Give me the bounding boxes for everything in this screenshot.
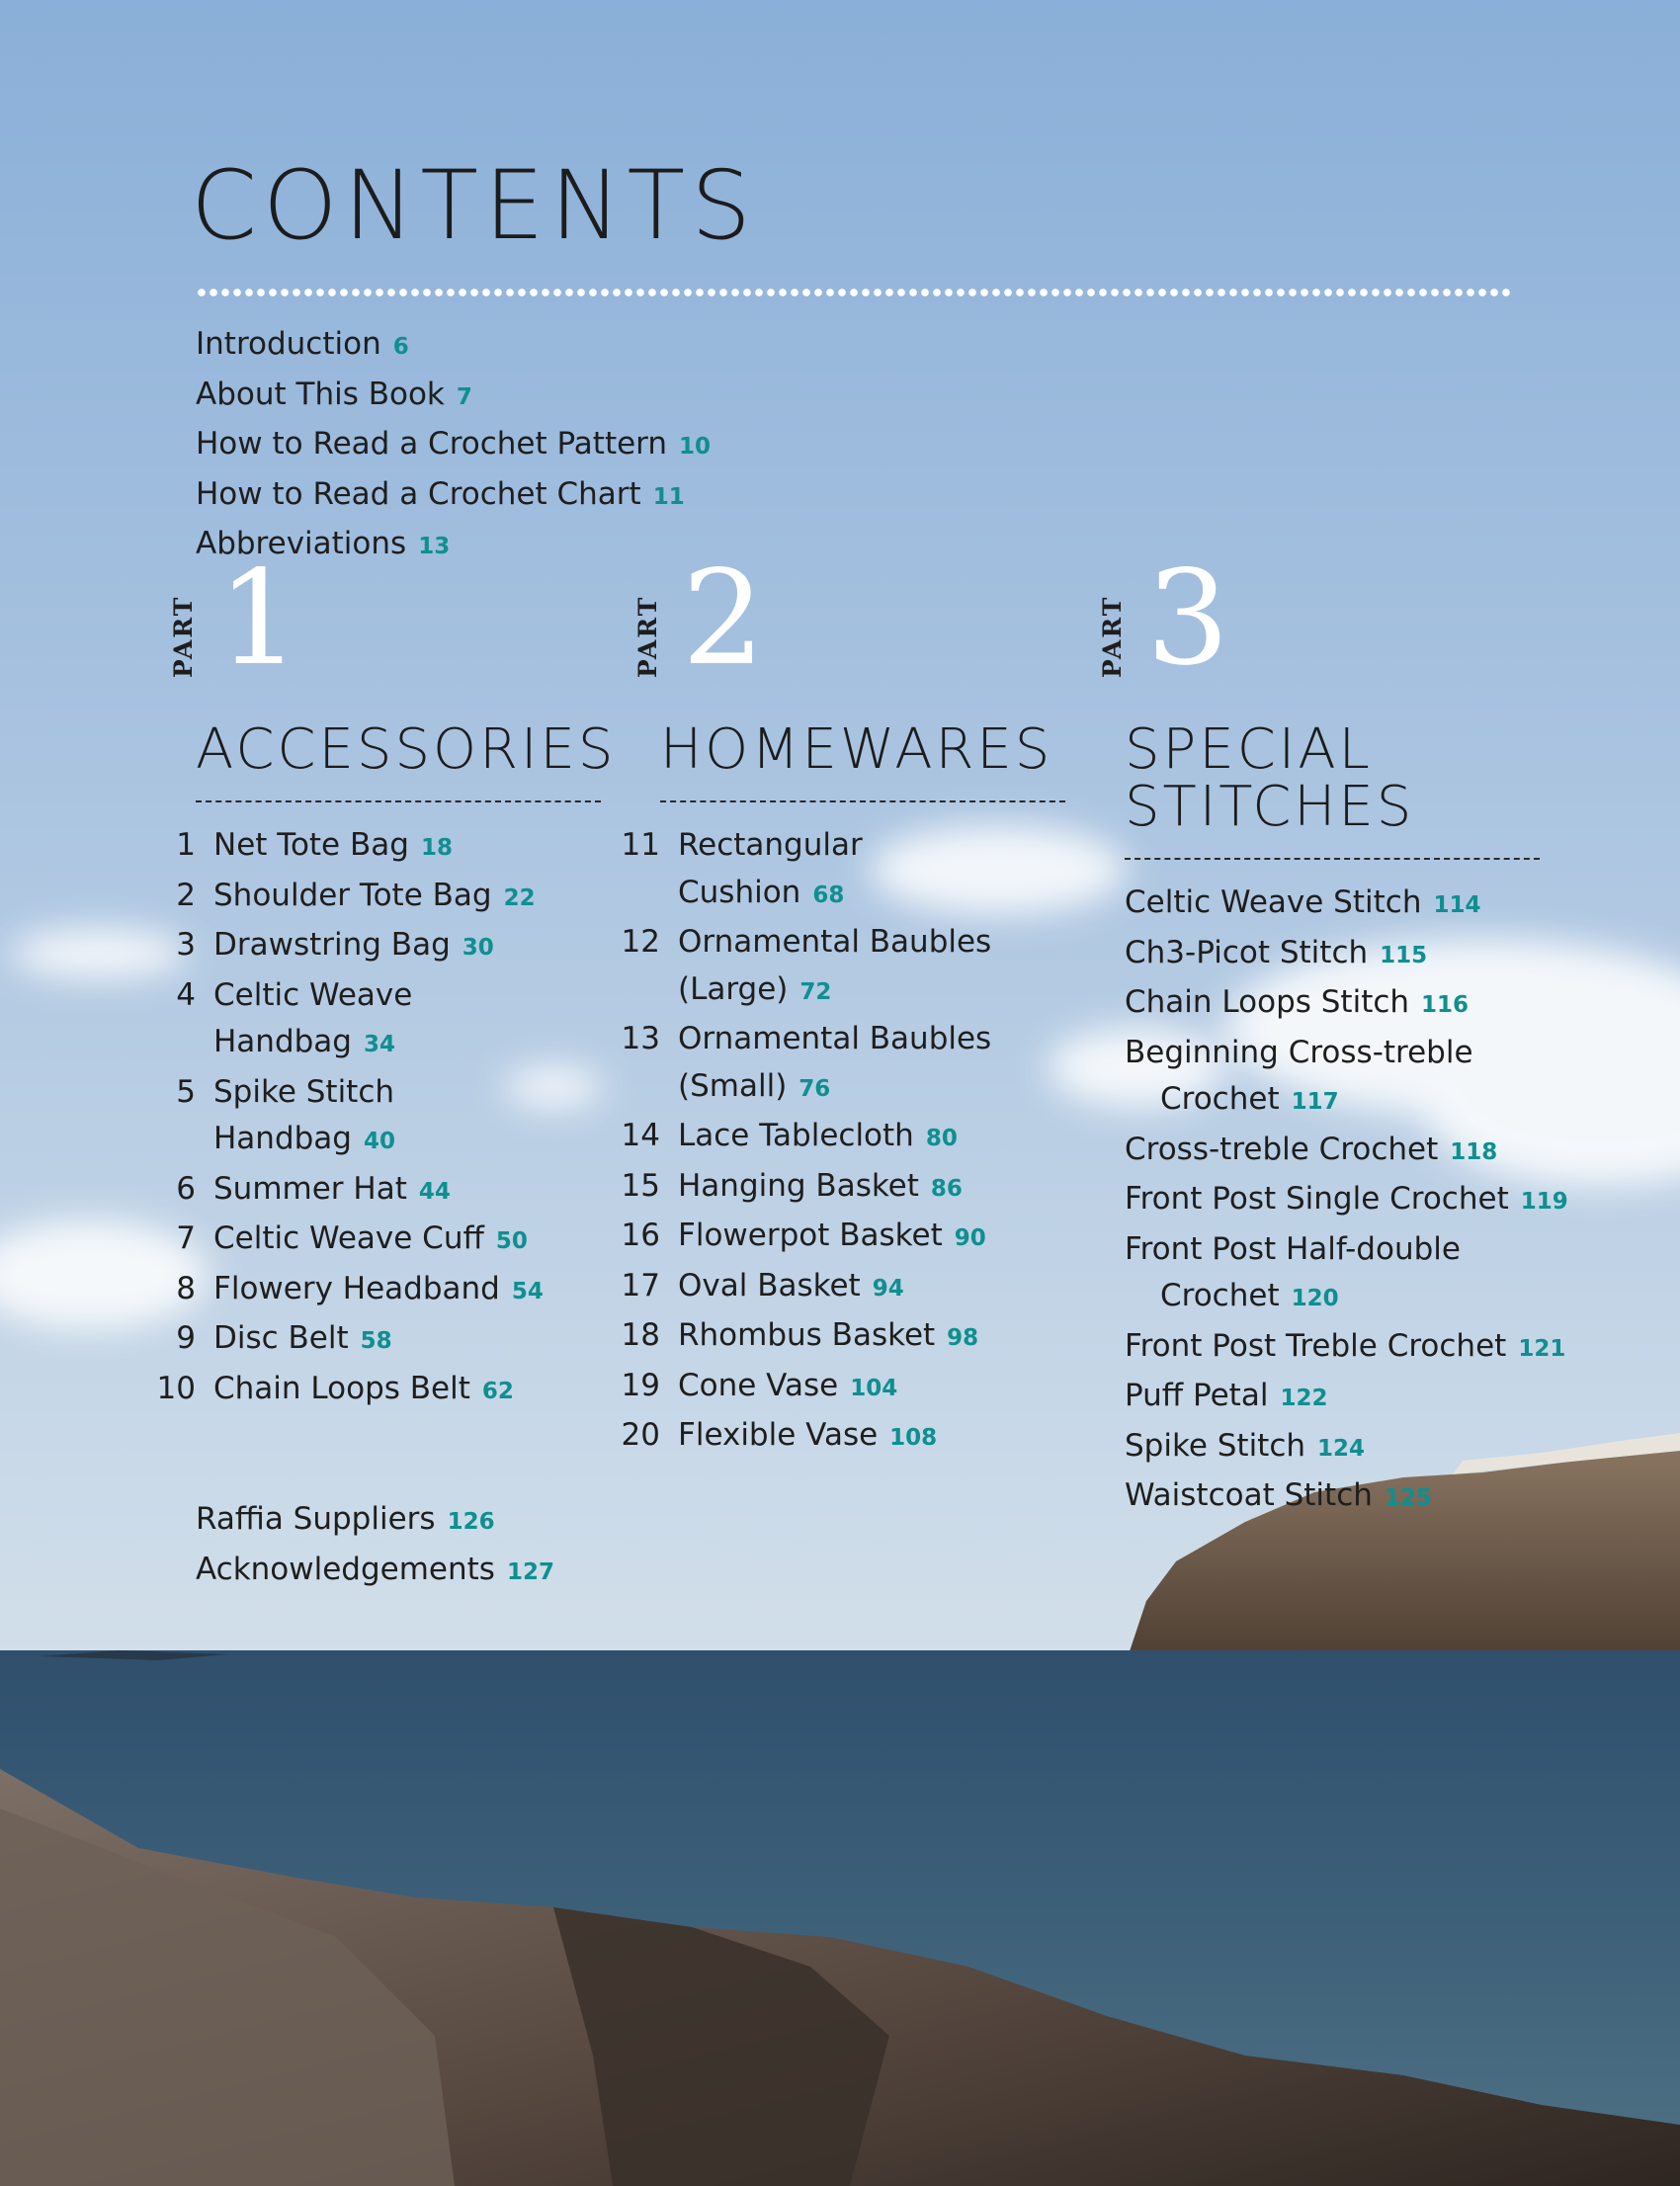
toc-entry[interactable] xyxy=(1125,1127,1540,1177)
entry-page: 6 xyxy=(392,334,409,360)
toc-entry[interactable] xyxy=(144,1266,601,1316)
toc-entry[interactable] xyxy=(144,922,601,972)
part-number: 3 xyxy=(1146,543,1229,695)
entry-title: How to Read a Crochet Pattern xyxy=(196,426,668,462)
entry-page: 114 xyxy=(1433,892,1481,918)
entry-title: Front Post Single Crochet xyxy=(1125,1181,1509,1217)
part-3-column xyxy=(1098,543,1568,1523)
section-title: SPECIAL STITCHES xyxy=(1125,717,1415,839)
toc-entry[interactable] xyxy=(609,1263,1065,1313)
part-number: 2 xyxy=(682,543,765,695)
entry-title: Cone Vase xyxy=(678,1367,839,1403)
entry-number: 18 xyxy=(621,1317,660,1353)
entry-title: Shoulder Tote Bag xyxy=(213,877,492,913)
entry-title: Summer Hat xyxy=(213,1170,407,1207)
entry-title: Spike Stitch xyxy=(1125,1427,1306,1464)
entry-page: 120 xyxy=(1291,1286,1339,1311)
entry-page: 76 xyxy=(798,1075,831,1102)
entry-title: Raffia Suppliers xyxy=(196,1501,436,1537)
entry-page: 119 xyxy=(1520,1189,1568,1215)
entry-page: 125 xyxy=(1384,1485,1432,1511)
toc-entry[interactable] xyxy=(196,1547,554,1597)
entry-page: 11 xyxy=(652,483,685,510)
toc-entry[interactable] xyxy=(196,321,711,372)
entry-number: 15 xyxy=(621,1167,660,1204)
entry-page: 13 xyxy=(418,534,451,559)
entry-page: 117 xyxy=(1291,1089,1339,1115)
entry-page: 62 xyxy=(481,1378,514,1404)
part-3-list xyxy=(1125,880,1568,1523)
toc-entry[interactable] xyxy=(1125,1176,1568,1226)
toc-entry[interactable] xyxy=(1125,1323,1566,1374)
entry-page: 104 xyxy=(850,1375,898,1401)
entry-title: Oval Basket xyxy=(678,1267,861,1303)
entry-number: 6 xyxy=(176,1170,196,1207)
toc-entry[interactable] xyxy=(609,1312,1065,1363)
entry-page: 50 xyxy=(495,1228,528,1254)
toc-entry[interactable] xyxy=(1125,979,1540,1030)
toc-entry[interactable] xyxy=(144,1366,601,1416)
entry-title: Flowerpot Basket xyxy=(678,1218,943,1253)
dashed-divider xyxy=(1125,858,1540,860)
entry-title: How to Read a Crochet Chart xyxy=(196,475,641,512)
entry-number: 14 xyxy=(621,1118,660,1153)
toc-entry[interactable] xyxy=(609,1213,1065,1263)
entry-title: Rectangular Cushion xyxy=(678,827,863,910)
entry-number: 1 xyxy=(176,827,196,863)
entry-page: 108 xyxy=(889,1425,938,1451)
entry-page: 40 xyxy=(363,1129,395,1154)
entry-number: 3 xyxy=(176,927,196,963)
dashed-divider xyxy=(196,800,601,802)
part-label: PART xyxy=(169,595,198,678)
toc-entry[interactable] xyxy=(196,372,711,422)
toc-entry[interactable] xyxy=(144,873,601,923)
entry-number: 20 xyxy=(621,1417,660,1453)
page-title: CONTENTS xyxy=(191,150,758,261)
entry-title: Hanging Basket xyxy=(678,1167,919,1204)
toc-entry[interactable] xyxy=(144,1166,601,1217)
entry-number: 4 xyxy=(176,976,196,1013)
entry-number: 13 xyxy=(621,1021,660,1056)
entry-page: 90 xyxy=(954,1225,986,1251)
dotted-divider xyxy=(196,288,1514,297)
entry-title: Front Post Treble Crochet xyxy=(1125,1327,1507,1364)
entry-page: 72 xyxy=(799,978,832,1005)
entry-number: 8 xyxy=(176,1270,196,1306)
entry-title: About This Book xyxy=(196,376,445,412)
entry-page: 115 xyxy=(1380,942,1428,968)
part-heading xyxy=(1098,543,1540,721)
entry-title: Ornamental Baubles (Large) xyxy=(678,924,992,1007)
toc-entry[interactable] xyxy=(609,1163,1065,1214)
entry-title: Ch3-Picot Stitch xyxy=(1125,934,1369,970)
entry-number: 16 xyxy=(621,1218,660,1253)
entry-number: 11 xyxy=(621,827,660,863)
entry-title: Rhombus Basket xyxy=(678,1317,936,1353)
entry-page: 10 xyxy=(679,434,712,460)
entry-page: 94 xyxy=(872,1275,904,1302)
part-2-column xyxy=(621,543,1065,1463)
entry-page: 98 xyxy=(947,1325,979,1351)
entry-title: Lace Tablecloth xyxy=(678,1118,914,1153)
toc-entry[interactable] xyxy=(144,1315,601,1366)
entry-title: Celtic Weave Cuff xyxy=(213,1220,484,1256)
entry-page: 68 xyxy=(812,882,845,908)
entry-page: 118 xyxy=(1450,1138,1498,1165)
entry-page: 127 xyxy=(506,1558,554,1585)
section-title: ACCESSORIES xyxy=(196,717,617,782)
toc-entry[interactable] xyxy=(144,1069,601,1166)
toc-entry[interactable] xyxy=(1125,1423,1540,1473)
entry-number: 10 xyxy=(156,1370,196,1406)
part-label: PART xyxy=(1098,595,1127,678)
intro-list xyxy=(196,321,711,571)
entry-page: 54 xyxy=(511,1278,544,1304)
toc-entry[interactable] xyxy=(609,1363,1065,1413)
entry-page: 126 xyxy=(447,1509,495,1535)
entry-number: 5 xyxy=(176,1073,196,1110)
entry-number: 12 xyxy=(621,924,660,960)
entry-title: Chain Loops Belt xyxy=(213,1370,470,1406)
entry-title: Celtic Weave Handbag xyxy=(213,976,413,1059)
toc-entry[interactable] xyxy=(609,919,1065,1016)
entry-title: Flexible Vase xyxy=(678,1417,879,1453)
entry-title: Front Post Half-double Crochet xyxy=(1125,1230,1461,1313)
entry-title: Spike Stitch Handbag xyxy=(213,1073,395,1156)
entry-title: Ornamental Baubles (Small) xyxy=(678,1021,992,1104)
entry-page: 121 xyxy=(1518,1335,1566,1362)
entry-title: Puff Petal xyxy=(1125,1378,1269,1413)
toc-entry[interactable] xyxy=(1125,930,1540,980)
toc-entry[interactable] xyxy=(196,1496,554,1547)
toc-entry[interactable] xyxy=(1125,1226,1536,1323)
toc-entry[interactable] xyxy=(609,1016,1065,1113)
part-heading xyxy=(633,543,1065,721)
entry-title: Drawstring Bag xyxy=(213,927,451,963)
entry-page: 7 xyxy=(456,383,472,410)
entry-title: Beginning Cross-treble Crochet xyxy=(1125,1034,1473,1117)
entry-title: Net Tote Bag xyxy=(213,827,409,863)
entry-number: 2 xyxy=(176,877,196,913)
entry-page: 22 xyxy=(503,884,536,911)
toc-entry[interactable] xyxy=(1125,1373,1540,1423)
entry-page: 124 xyxy=(1317,1435,1366,1462)
toc-entry[interactable] xyxy=(609,1412,1065,1463)
toc-entry[interactable] xyxy=(1125,880,1540,930)
toc-entry[interactable] xyxy=(196,421,711,471)
entry-title: Abbreviations xyxy=(196,526,407,561)
entry-number: 17 xyxy=(621,1267,660,1303)
toc-entry[interactable] xyxy=(144,972,601,1069)
part-2-list xyxy=(609,822,1065,1463)
entry-title: Celtic Weave Stitch xyxy=(1125,884,1422,920)
entry-page: 44 xyxy=(418,1178,451,1205)
toc-entry[interactable] xyxy=(1125,1030,1536,1127)
entry-page: 122 xyxy=(1280,1386,1328,1411)
entry-page: 86 xyxy=(930,1175,963,1202)
entry-title: Cross-treble Crochet xyxy=(1125,1131,1439,1167)
toc-entry[interactable] xyxy=(144,822,601,873)
entry-number: 7 xyxy=(176,1220,196,1256)
back-matter-list xyxy=(196,1496,554,1596)
entry-title: Waistcoat Stitch xyxy=(1125,1477,1373,1513)
toc-entry[interactable] xyxy=(1125,1472,1540,1523)
toc-entry[interactable] xyxy=(196,471,711,522)
dashed-divider xyxy=(660,800,1065,802)
entry-number: 9 xyxy=(176,1320,196,1356)
part-label: PART xyxy=(633,595,662,678)
part-number: 1 xyxy=(217,543,300,695)
entry-title: Flowery Headband xyxy=(213,1270,500,1306)
entry-title: Acknowledgements xyxy=(196,1551,495,1587)
entry-page: 116 xyxy=(1421,992,1470,1018)
toc-entry[interactable] xyxy=(144,1216,601,1266)
entry-page: 18 xyxy=(420,835,453,861)
toc-entry[interactable] xyxy=(609,822,1065,919)
part-1-list xyxy=(144,822,601,1415)
entry-number: 19 xyxy=(621,1367,660,1403)
toc-entry[interactable] xyxy=(609,1113,1065,1163)
entry-page: 80 xyxy=(925,1126,958,1151)
entry-title: Introduction xyxy=(196,326,381,362)
entry-page: 58 xyxy=(360,1328,392,1354)
entry-page: 30 xyxy=(462,935,494,961)
section-title: HOMEWARES xyxy=(660,717,1053,782)
entry-title: Chain Loops Stitch xyxy=(1125,984,1410,1020)
entry-page: 34 xyxy=(363,1032,395,1057)
entry-title: Disc Belt xyxy=(213,1320,349,1356)
